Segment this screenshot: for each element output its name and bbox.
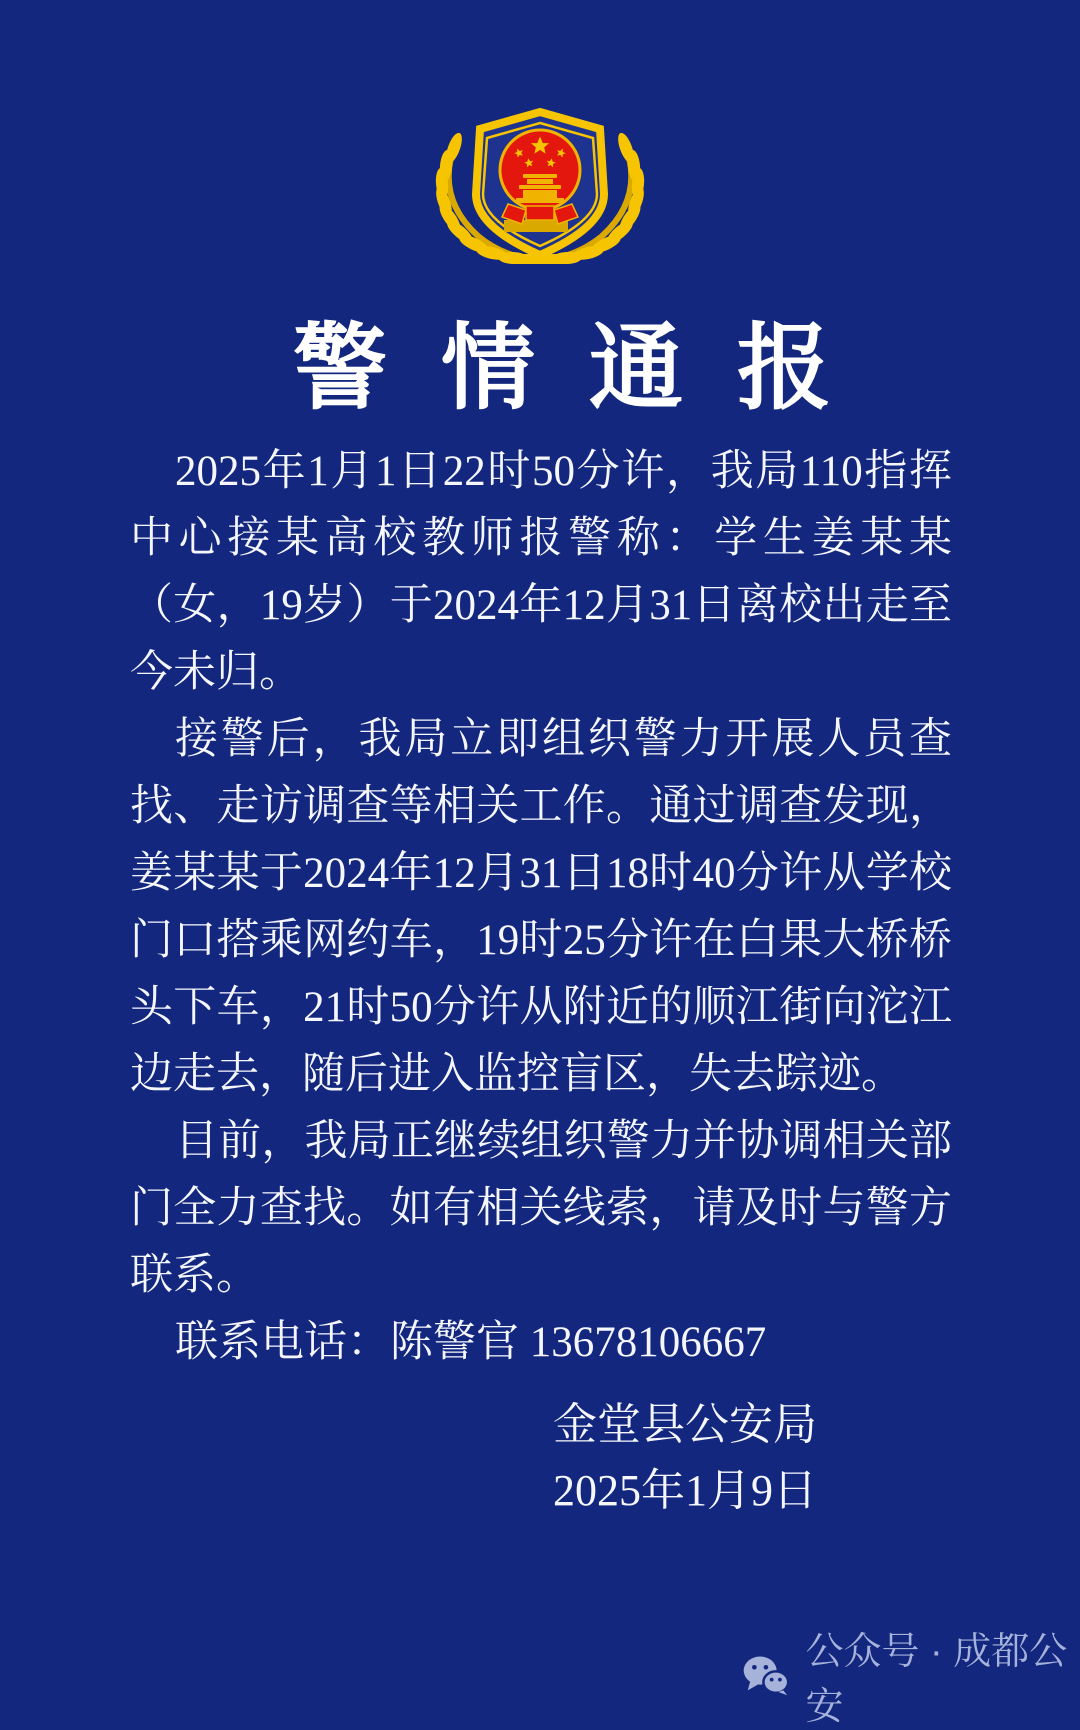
wechat-icon — [742, 1653, 791, 1698]
wechat-watermark-label: 公众号 · 成都公安 — [805, 1631, 1068, 1728]
paragraph-report: 2025年1月1日22时50分许，我局110指挥中心接某高校教师报警称：学生姜某某（女，19岁）于2024年12月31日离校出走至今未归。 — [130, 448, 952, 696]
issuing-agency: 金堂县公安局 — [553, 1400, 817, 1449]
wechat-watermark — [742, 1620, 1080, 1730]
notice-title: 警情通报 — [292, 317, 885, 421]
paragraph-investigation: 接警后，我局立即组织警力开展人员查找、走访调查等相关工作。通过调查发现，姜某某于2024年12月31日18时40分许从学校门口搭乘网约车，19时25分许在白果大桥桥头下车，21时50分许从附近的顺江街向沱江边走去，随后进入监控盲区，失去踪迹。 — [130, 716, 952, 1098]
police-badge-icon — [420, 86, 660, 266]
police-emblem — [420, 86, 660, 266]
signature-block — [145, 1392, 1080, 1524]
paragraph-appeal: 目前，我局正继续组织警力并协调相关部门全力查找。如有相关线索，请及时与警方联系。 — [130, 1118, 952, 1299]
issue-date: 2025年1月9日 — [553, 1466, 817, 1515]
notice-body — [130, 438, 952, 1376]
paragraph-contact-phone: 联系电话：陈警官 13678106667 — [175, 1319, 767, 1366]
